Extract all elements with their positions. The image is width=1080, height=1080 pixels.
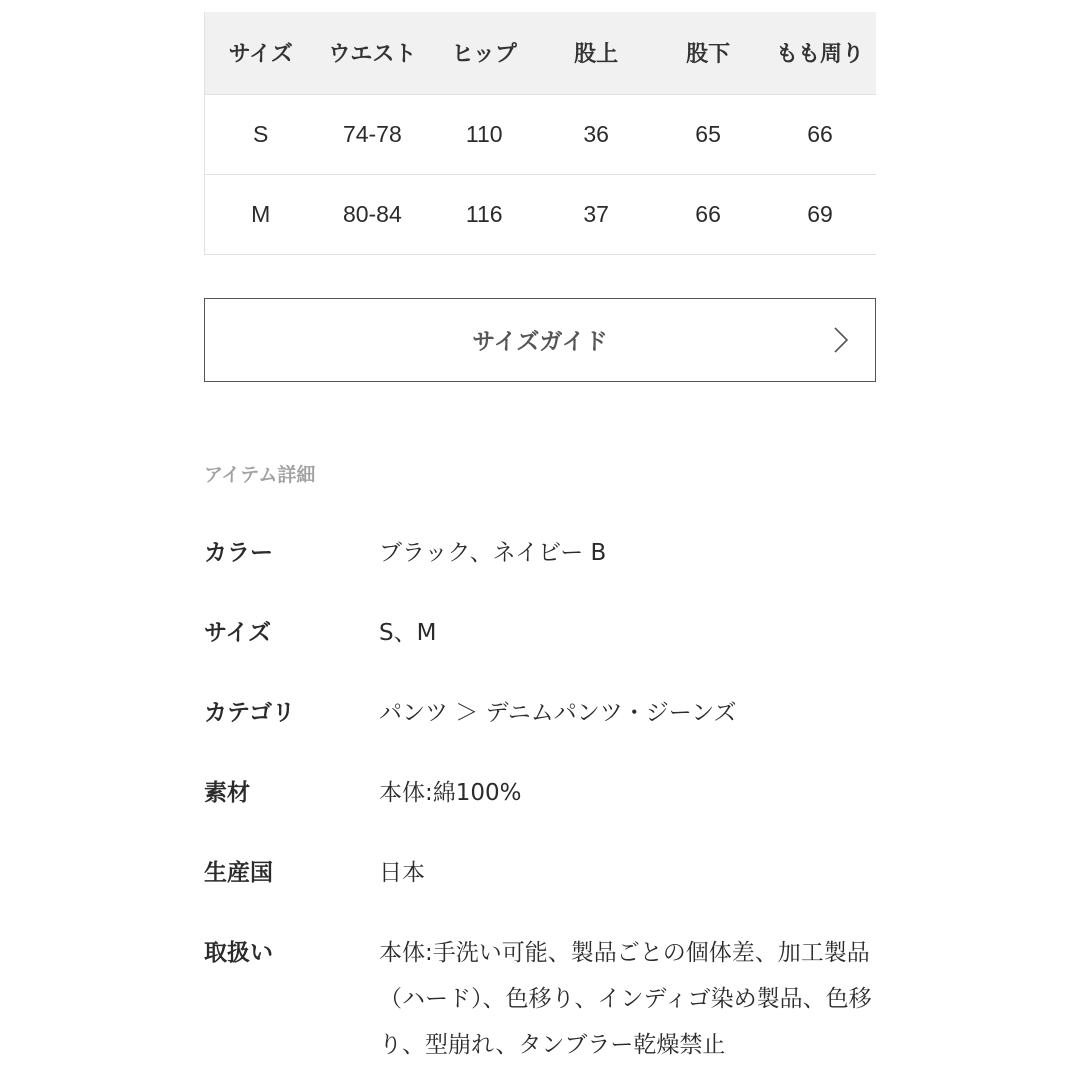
cell-hip: 116 [465,200,503,227]
size-table-header-row [205,12,877,94]
product-size-and-details [204,12,876,1068]
col-header-rise: 股上 [574,42,619,68]
detail-row-color [204,539,876,567]
cell-waist: 74-78 [342,120,402,147]
cell-rise: 36 [583,120,609,147]
detail-value: パンツ ＞ デニムパンツ・ジーンズ [379,699,737,726]
chevron-right-icon [833,326,849,354]
item-details-title: アイテム詳細 [204,463,316,486]
detail-value: 本体:綿100% [379,779,522,806]
cell-waist: 80-84 [342,200,402,227]
detail-row-material [204,779,876,807]
cell-size: M [251,200,271,227]
detail-row-origin [204,859,876,887]
cell-inseam: 66 [695,200,721,227]
cell-hip: 110 [465,120,503,147]
detail-value: 本体:手洗い可能、製品ごとの個体差、加工製品（ハード）、色移り、インディゴ染め製品、色移り、型崩れ、タンブラー乾燥禁止 [379,939,872,1058]
col-header-waist: ウエスト [328,42,417,68]
detail-value: ブラック、ネイビー B [379,539,607,566]
size-guide-button[interactable] [204,298,876,382]
size-table [204,12,876,255]
col-header-inseam: 股下 [686,42,731,68]
detail-label: 取扱い [204,939,273,966]
detail-label: 生産国 [204,859,273,886]
table-row [205,174,877,254]
detail-label: カテゴリ [204,699,296,726]
cell-thigh: 69 [807,200,833,227]
cell-rise: 37 [583,200,609,227]
cell-size: S [253,120,269,147]
detail-row-care [204,939,876,1068]
detail-row-category [204,699,876,727]
col-header-thigh: もも周り [776,42,865,68]
detail-label: 素材 [204,779,250,806]
col-header-size: サイズ [228,42,293,68]
table-row [205,94,877,174]
detail-value: 日本 [379,859,425,886]
detail-label: カラー [204,539,273,566]
detail-row-size [204,619,876,647]
item-details-list [204,539,876,1068]
cell-thigh: 66 [807,120,833,147]
detail-value: S、M [379,619,437,646]
cell-inseam: 65 [695,120,721,147]
col-header-hip: ヒップ [451,42,517,68]
detail-label: サイズ [204,619,272,646]
size-guide-label: サイズガイド [472,329,608,355]
